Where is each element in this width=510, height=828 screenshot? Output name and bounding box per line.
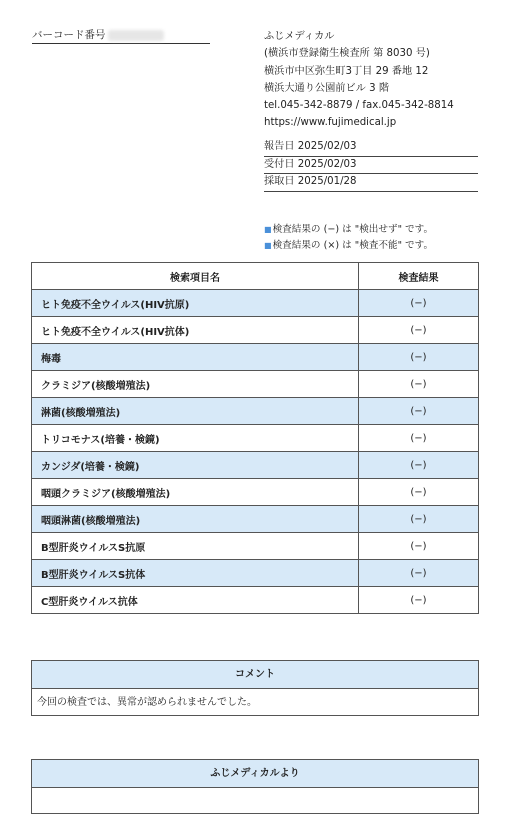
test-result: (−) (359, 398, 479, 425)
test-result: (−) (359, 290, 479, 317)
test-name: ヒト免疫不全ウイルス(HIV抗原) (32, 290, 359, 317)
table-row (32, 290, 479, 317)
test-name: クラミジア(核酸増殖法) (32, 371, 359, 398)
test-name: C型肝炎ウイルス抗体 (32, 587, 359, 614)
comment-box (31, 660, 479, 716)
test-name: B型肝炎ウイルスS抗体 (32, 560, 359, 587)
barcode-label: バーコード番号 (32, 29, 106, 41)
comment-title: コメント (32, 661, 478, 689)
result-notes (264, 222, 494, 254)
barcode-field (32, 28, 210, 44)
message-from-fuji-text (32, 788, 478, 814)
table-row (32, 452, 479, 479)
table-row (32, 425, 479, 452)
test-name: 咽頭クラミジア(核酸増殖法) (32, 479, 359, 506)
test-result: (−) (359, 425, 479, 452)
test-name: トリコモナス(培養・検鏡) (32, 425, 359, 452)
test-result: (−) (359, 317, 479, 344)
table-row (32, 560, 479, 587)
bullet-square-icon: ■ (264, 241, 272, 250)
test-result: (−) (359, 506, 479, 533)
message-from-fuji-box (31, 759, 479, 814)
test-result: (−) (359, 344, 479, 371)
company-registration: (横浜市登録衛生検査所 第 8030 号) (264, 48, 430, 60)
collected-date: 採取日 2025/01/28 (264, 174, 478, 192)
column-header-result: 検査結果 (359, 263, 479, 290)
test-result: (−) (359, 479, 479, 506)
table-row (32, 344, 479, 371)
table-row (32, 317, 479, 344)
note-negative: ■検査結果の (−) は "検出せず" です。 (264, 224, 434, 235)
bullet-square-icon: ■ (264, 225, 272, 234)
test-result: (−) (359, 452, 479, 479)
company-url[interactable]: https://www.fujimedical.jp (264, 117, 397, 129)
comment-text: 今回の検査では、異常が認められませんでした。 (37, 697, 257, 708)
table-row (32, 506, 479, 533)
test-name: カンジダ(培養・検鏡) (32, 452, 359, 479)
table-row (32, 398, 479, 425)
table-row (32, 533, 479, 560)
table-header-row (32, 263, 479, 290)
company-phone: tel.045-342-8879 / fax.045-342-8814 (264, 100, 454, 112)
table-row (32, 371, 479, 398)
table-row (32, 587, 479, 614)
test-result: (−) (359, 533, 479, 560)
test-result: (−) (359, 560, 479, 587)
table-row (32, 479, 479, 506)
company-name: ふじメディカル (264, 31, 335, 42)
test-name: ヒト免疫不全ウイルス(HIV抗体) (32, 317, 359, 344)
report-date: 報告日 2025/02/03 (264, 139, 478, 157)
company-address-2: 横浜大通り公園前ビル 3 階 (264, 82, 390, 94)
test-name: 梅毒 (32, 344, 359, 371)
test-name: 淋菌(核酸増殖法) (32, 398, 359, 425)
company-info (264, 28, 494, 132)
test-name: B型肝炎ウイルスS抗原 (32, 533, 359, 560)
received-date: 受付日 2025/02/03 (264, 157, 478, 175)
date-block (264, 139, 478, 192)
barcode-redacted (108, 30, 164, 41)
column-header-test-name: 検索項目名 (32, 263, 359, 290)
company-address-1: 横浜市中区弥生町3丁目 29 番地 12 (264, 65, 429, 77)
test-result: (−) (359, 587, 479, 614)
test-result: (−) (359, 371, 479, 398)
note-unable: ■検査結果の (×) は "検査不能" です。 (264, 240, 434, 251)
message-from-fuji-title: ふじメディカルより (32, 760, 478, 788)
test-name: 咽頭淋菌(核酸増殖法) (32, 506, 359, 533)
results-table (31, 262, 479, 614)
